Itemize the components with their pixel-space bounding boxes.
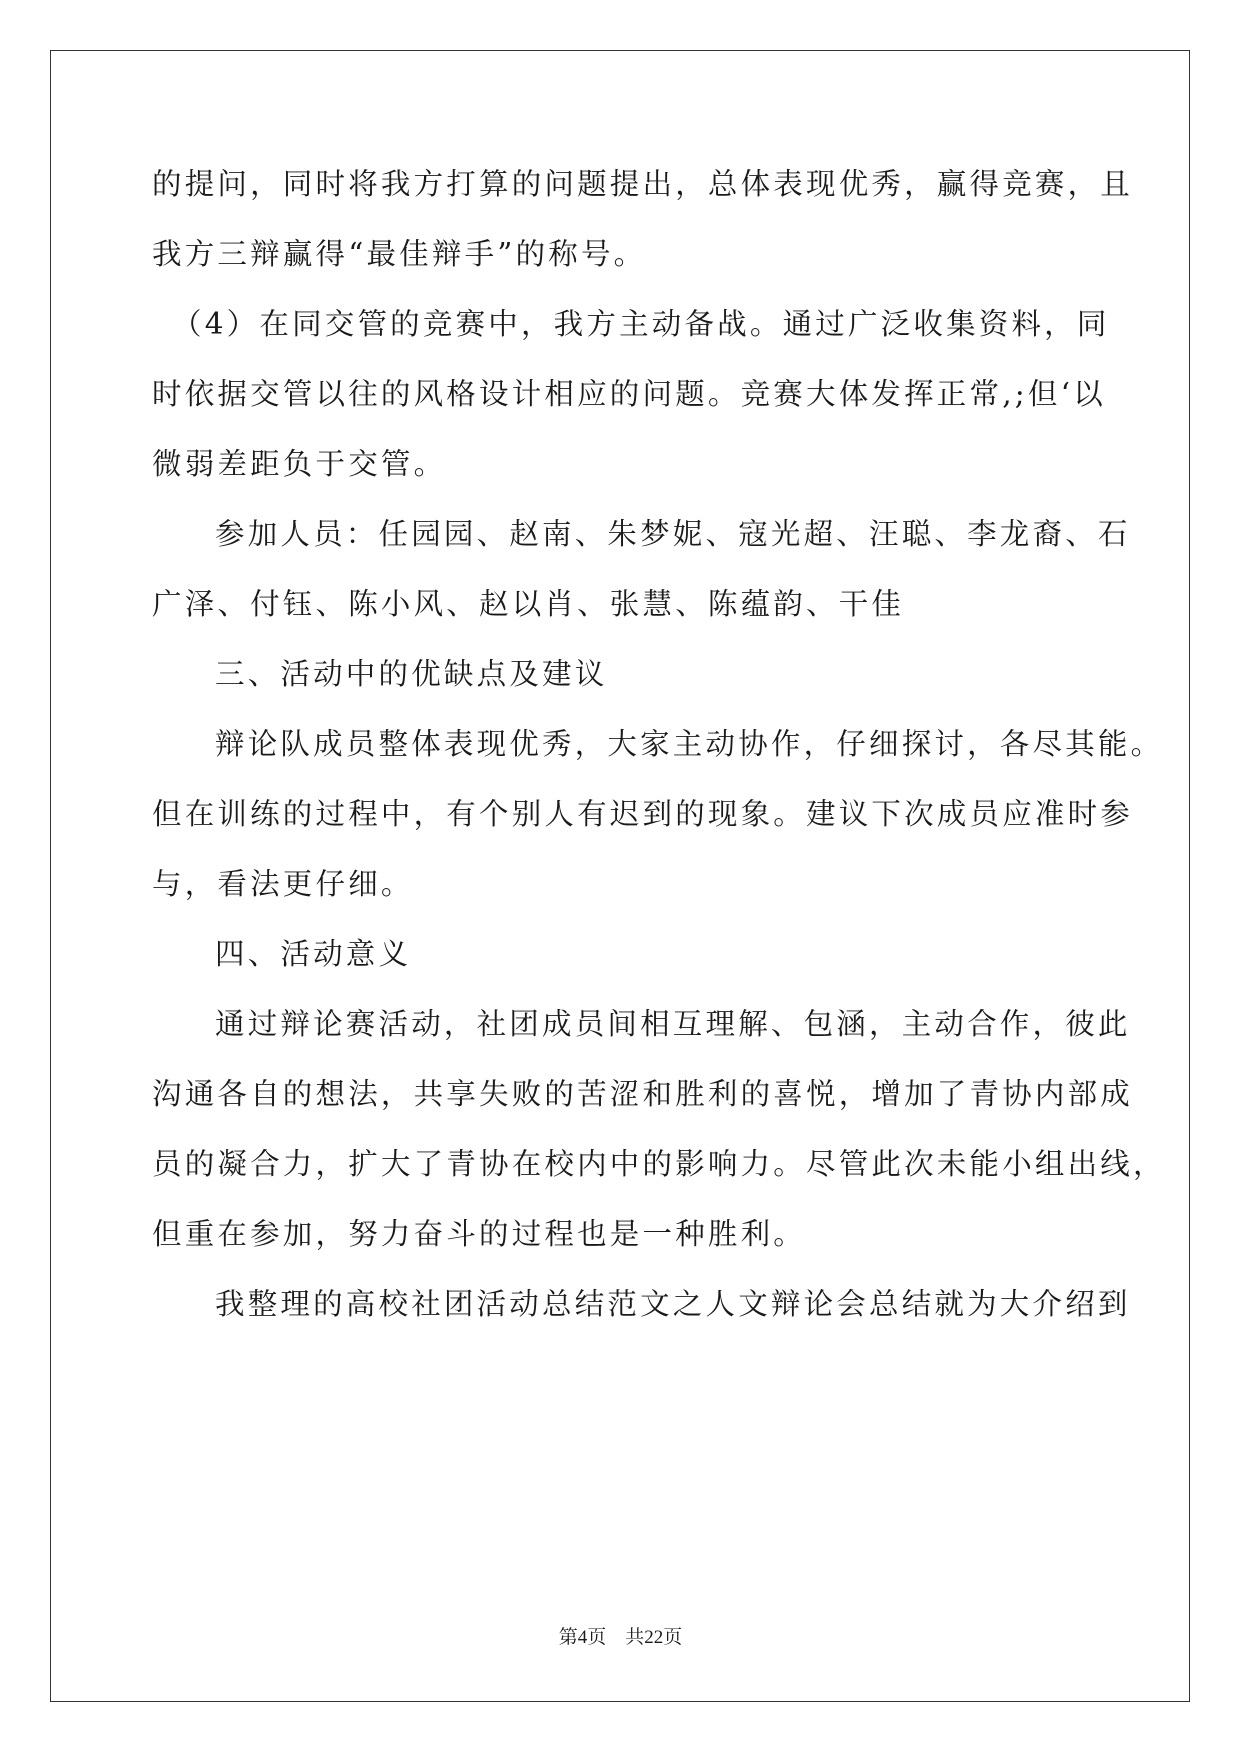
page-label-mid: 页 共 <box>587 1627 645 1648</box>
text-line: 通过辩论赛活动，社团成员间相互理解、包涵，主动合作，彼此 <box>215 1007 1131 1041</box>
text-line: 沟通各自的想法，共享失败的苦涩和胜利的喜悦，增加了青协内部成 <box>152 1077 1134 1111</box>
text-line: 参加人员：任园园、赵南、朱梦妮、寇光超、汪聪、李龙裔、石 <box>215 517 1131 551</box>
page-total: 22 <box>644 1627 664 1648</box>
text-line: 时依据交管以往的风格设计相应的问题。竞赛大体发挥正常,;但‘以 <box>152 377 1106 411</box>
page-number: 4 <box>577 1627 588 1648</box>
text-line: 广泽、付钰、陈小风、赵以肖、张慧、陈蕴韵、干佳 <box>152 587 905 621</box>
text-line: 与，看法更仔细。 <box>152 867 414 901</box>
text-line: 微弱差距负于交管。 <box>152 447 447 481</box>
page-footer <box>0 1622 1241 1649</box>
page-label-prefix: 第 <box>558 1627 578 1648</box>
text-line: 但在训练的过程中，有个别人有迟到的现象。建议下次成员应准时参 <box>152 797 1134 831</box>
text-line: 但重在参加，努力奋斗的过程也是一种胜利。 <box>152 1217 807 1251</box>
section-heading: 四、活动意义 <box>215 937 412 971</box>
text-line: 我方三辩赢得“最佳辩手”的称号。 <box>152 237 647 271</box>
text-line: 员的凝合力，扩大了青协在校内中的影响力。尽管此次未能小组出线， <box>152 1147 1166 1181</box>
text-line: 辩论队成员整体表现优秀，大家主动协作，仔细探讨，各尽其能。 <box>215 727 1164 761</box>
text-line: 的提问，同时将我方打算的问题提出，总体表现优秀，赢得竞赛，且 <box>152 167 1134 201</box>
section-heading: 三、活动中的优缺点及建议 <box>215 657 608 691</box>
text-line: 我整理的高校社团活动总结范文之人文辩论会总结就为大介绍到 <box>215 1287 1131 1321</box>
page-label-suffix: 页 <box>663 1627 683 1648</box>
text-line: （4）在同交管的竞赛中，我方主动备战。通过广泛收集资料，同 <box>172 307 1110 341</box>
